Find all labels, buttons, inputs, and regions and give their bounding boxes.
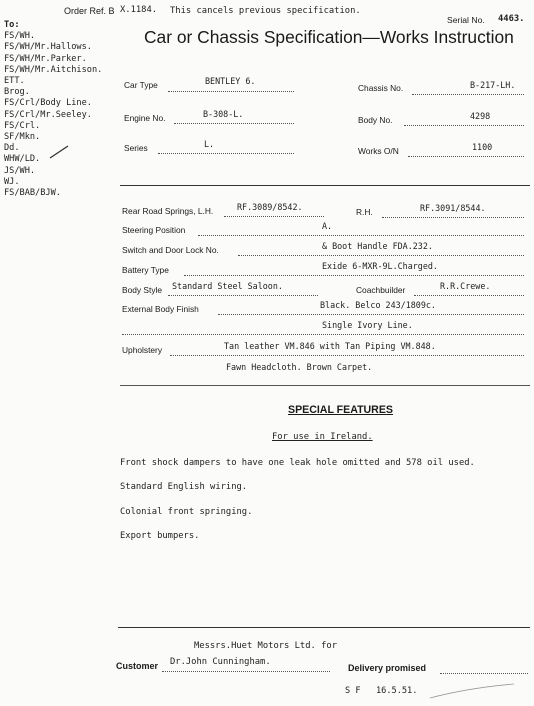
customer-label: Customer <box>116 661 159 671</box>
chassis-value: B-217-LH. <box>470 80 516 90</box>
springs-rh-label: R.H. <box>356 207 373 217</box>
series-value: L. <box>204 139 215 149</box>
distribution-item: To: <box>4 20 20 30</box>
works-dots <box>408 156 524 157</box>
distribution-item: FS/Crl. <box>4 120 41 131</box>
special-feature-item: Colonial front springing. <box>120 507 253 517</box>
car-type-dots <box>168 91 294 92</box>
order-ref-label: Order Ref. B <box>64 6 115 16</box>
distribution-item: FS/WH. <box>4 31 36 42</box>
customer-dots <box>162 671 330 672</box>
distribution-item: WHW/LD. <box>4 154 41 165</box>
coachbuilder-label: Coachbuilder <box>356 285 406 295</box>
distribution-item: JS/WH. <box>4 165 36 176</box>
car-type-label: Car Type <box>124 80 158 90</box>
upholstery-label: Upholstery <box>122 345 163 355</box>
sf-date: 16.5.51. <box>376 686 418 696</box>
distribution-item: FS/WH/Mr.Aitchison. <box>4 64 103 75</box>
customer-value: Dr.John Cunningham. <box>170 657 271 667</box>
springs-rh-dots <box>382 217 524 218</box>
special-features-subheading: For use in Ireland. <box>272 432 373 442</box>
battery-value: Exide 6-MXR-9L.Charged. <box>322 261 438 271</box>
finish-value: Black. Belco 243/1809c. <box>320 300 436 310</box>
page-title: Car or Chassis Specification—Works Instruction <box>144 27 514 47</box>
finish-dots <box>218 314 524 315</box>
distribution-list <box>4 20 102 199</box>
section-divider <box>118 627 530 628</box>
springs-lh-value: RF.3089/8542. <box>237 202 303 212</box>
distribution-item: FS/Crl/Mr.Seeley. <box>4 109 92 120</box>
cancel-note: This cancels previous specification. <box>170 6 361 16</box>
upholstery-value: Tan leather VM.846 with Tan Piping VM.848. <box>224 341 436 351</box>
pen-stroke-icon <box>428 682 518 702</box>
battery-label: Battery Type <box>122 265 169 275</box>
springs-lh-dots <box>224 216 324 217</box>
distribution-item: Brog. <box>4 87 30 98</box>
section-divider <box>120 185 530 186</box>
springs-lh-label: Rear Road Springs, L.H. <box>122 206 214 216</box>
serial-value: 4463. <box>498 14 525 24</box>
steering-label: Steering Position <box>122 225 186 235</box>
serial-label: Serial No. <box>447 15 485 25</box>
body-no-value: 4298 <box>470 111 491 121</box>
steering-value: A. <box>322 221 333 231</box>
series-dots <box>158 153 294 154</box>
special-feature-item: Standard English wiring. <box>120 482 248 492</box>
engine-value: B-308-L. <box>203 109 244 119</box>
body-no-dots <box>404 125 524 126</box>
delivery-dots <box>440 673 528 674</box>
tick-mark-icon <box>48 144 70 160</box>
chassis-label: Chassis No. <box>358 83 404 93</box>
lock-dots <box>238 255 524 256</box>
car-type-value: BENTLEY 6. <box>205 76 256 86</box>
body-style-value: Standard Steel Saloon. <box>172 281 283 291</box>
lock-label: Switch and Door Lock No. <box>122 245 219 255</box>
distribution-item: ETT. <box>4 76 25 87</box>
coachbuilder-value: R.R.Crewe. <box>440 281 491 291</box>
order-ref-value: X.1184. <box>120 5 158 15</box>
distribution-item: FS/BAB/BJW. <box>4 188 61 199</box>
works-label: Works O/N <box>358 146 399 156</box>
body-style-label: Body Style <box>122 285 163 295</box>
distribution-item: FS/WH/Mr.Parker. <box>4 53 87 64</box>
distribution-item: WJ. <box>4 176 20 187</box>
finish-label: External Body Finish <box>122 304 199 314</box>
works-value: 1100 <box>472 142 493 152</box>
special-feature-item: Front shock dampers to have one leak hole omitted and 578 oil used. <box>120 458 475 468</box>
upholstery-dots <box>170 355 524 356</box>
finish-value-2: Single Ivory Line. <box>322 320 413 330</box>
steering-dots <box>198 235 524 236</box>
dealer-name: Messrs.Huet Motors Ltd. for <box>194 641 337 651</box>
upholstery-value-2: Fawn Headcloth. Brown Carpet. <box>226 362 373 372</box>
delivery-label: Delivery promised <box>348 663 427 673</box>
body-style-dots <box>168 295 318 296</box>
body-no-label: Body No. <box>358 115 393 125</box>
distribution-item: FS/WH/Mr.Hallows. <box>4 42 92 53</box>
engine-dots <box>174 123 294 124</box>
lock-value: & Boot Handle FDA.232. <box>322 241 433 251</box>
series-label: Series <box>124 143 148 153</box>
section-divider <box>120 385 530 386</box>
special-feature-item: Export bumpers. <box>120 531 200 541</box>
springs-rh-value: RF.3091/8544. <box>420 203 486 213</box>
sf-initials: S F <box>345 686 361 696</box>
battery-dots <box>184 275 524 276</box>
engine-label: Engine No. <box>124 113 166 123</box>
finish-dots-2 <box>122 334 524 335</box>
coachbuilder-dots <box>414 295 524 296</box>
distribution-item: FS/Crl/Body Line. <box>4 98 92 109</box>
chassis-dots <box>412 94 524 95</box>
distribution-item: SF/Mkn. <box>4 132 41 143</box>
distribution-item: Dd. <box>4 143 20 154</box>
special-features-heading: SPECIAL FEATURES <box>288 404 393 416</box>
